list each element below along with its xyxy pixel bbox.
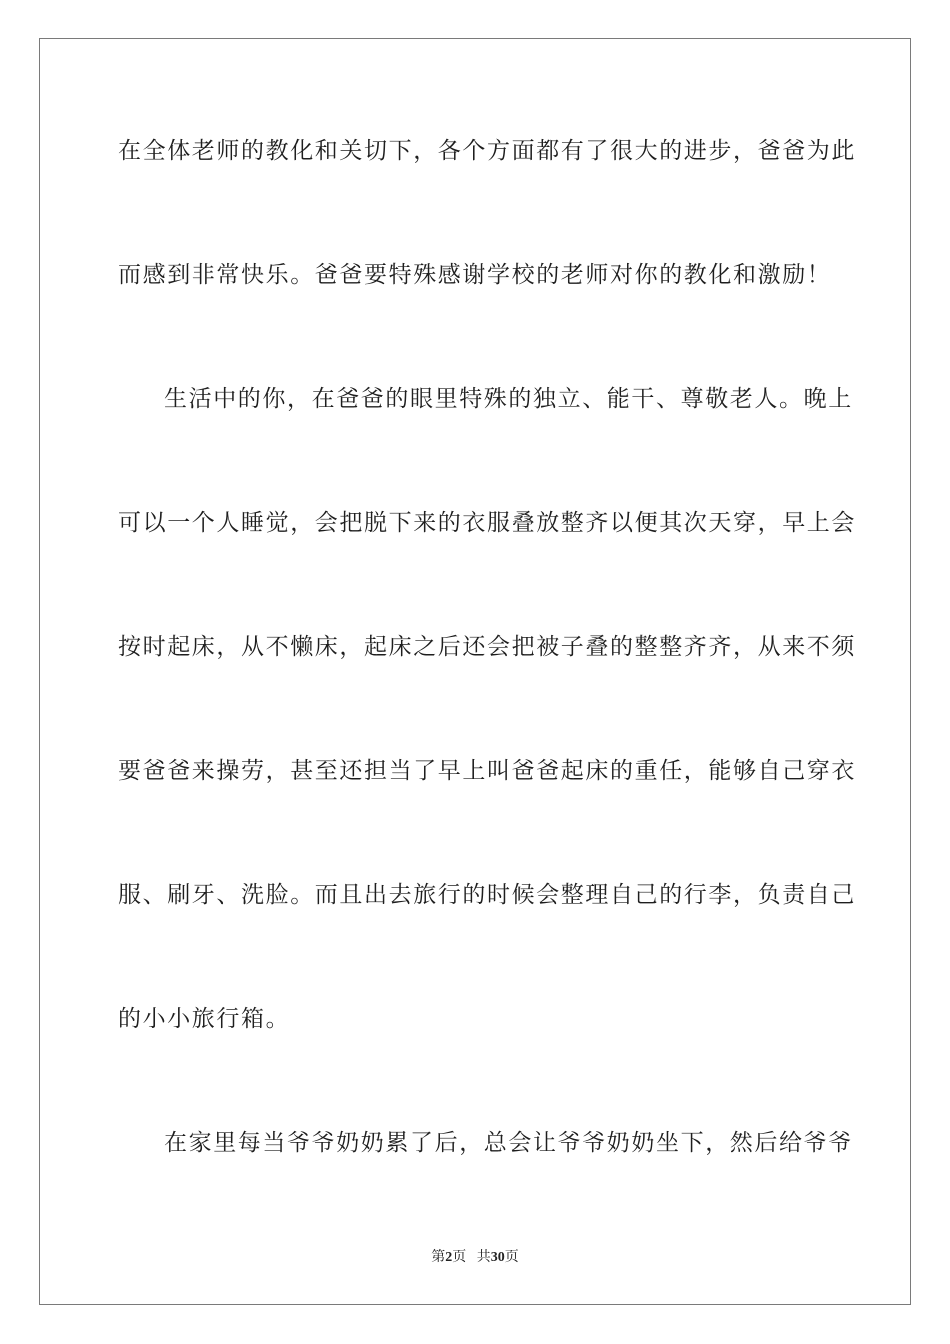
total-suffix: 页 <box>504 1250 519 1265</box>
page-footer <box>0 1246 950 1266</box>
total-prefix: 共 <box>476 1250 491 1265</box>
text-line: 要爸爸来操劳，甚至还担当了早上叫爸爸起床的重任，能够自己穿衣 <box>118 758 856 784</box>
text-line: 在全体老师的教化和关切下，各个方面都有了很大的进步，爸爸为此 <box>118 138 856 164</box>
paragraph-start-line: 生活中的你，在爸爸的眼里特殊的独立、能干、尊敬老人。晚上 <box>164 386 853 412</box>
page-number: 2 <box>445 1250 453 1265</box>
text-line: 可以一个人睡觉，会把脱下来的衣服叠放整齐以便其次天穿，早上会 <box>118 510 856 536</box>
text-line: 按时起床，从不懒床，起床之后还会把被子叠的整整齐齐，从来不须 <box>118 634 856 660</box>
paragraph-start-line: 在家里每当爷爷奶奶累了后，总会让爷爷奶奶坐下，然后给爷爷 <box>164 1130 853 1156</box>
page-prefix: 第 <box>431 1250 446 1265</box>
text-line: 服、刷牙、洗脸。而且出去旅行的时候会整理自己的行李，负责自己 <box>118 882 856 908</box>
page-border <box>39 38 911 1305</box>
text-line: 的小小旅行箱。 <box>118 1006 291 1032</box>
page-suffix: 页 <box>452 1250 467 1265</box>
total-pages: 30 <box>490 1250 505 1265</box>
text-line: 而感到非常快乐。爸爸要特殊感谢学校的老师对你的教化和激励！ <box>118 262 832 288</box>
